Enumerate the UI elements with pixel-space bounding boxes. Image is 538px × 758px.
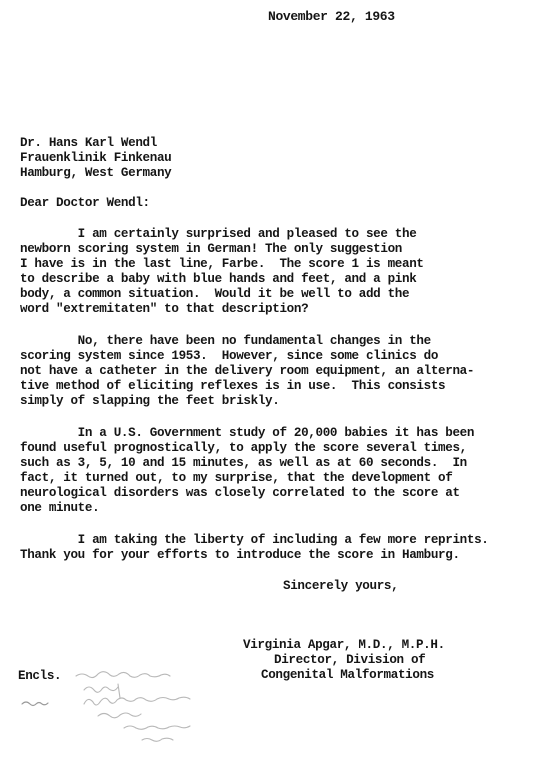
paragraph-1-line: to describe a baby with blue hands and feet, and a pink — [20, 272, 417, 286]
paragraph-3-line: such as 3, 5, 10 and 15 minutes, as well as at 60 seconds. In — [20, 456, 467, 470]
signatory-title: Director, Division of — [274, 653, 426, 667]
paragraph-4-line: Thank you for your efforts to introduce the score in Hamburg. — [20, 548, 460, 562]
paragraph-1-line: I have is in the last line, Farbe. The score 1 is meant — [20, 257, 424, 271]
enclosure-note: Encls. — [18, 669, 62, 683]
salutation: Dear Doctor Wendl: — [20, 196, 150, 210]
closing: Sincerely yours, — [283, 579, 399, 593]
paragraph-3-line: fact, it turned out, to my surprise, that the development of — [20, 471, 453, 485]
paragraph-3-line: neurological disorders was closely correlated to the score at — [20, 486, 460, 500]
recipient-city: Hamburg, West Germany — [20, 166, 172, 180]
recipient-name: Dr. Hans Karl Wendl — [20, 136, 157, 150]
paragraph-3-line: In a U.S. Government study of 20,000 babies it has been — [20, 426, 475, 440]
paragraph-2-line: tive method of eliciting reflexes is in use. This consists — [20, 379, 446, 393]
letter-date: November 22, 1963 — [268, 9, 395, 24]
signatory-division: Congenital Malformations — [261, 668, 434, 682]
handwritten-annotation — [14, 664, 294, 754]
recipient-institution: Frauenklinik Finkenau — [20, 151, 172, 165]
paragraph-2-line: No, there have been no fundamental changes in the — [20, 334, 431, 348]
signatory-name: Virginia Apgar, M.D., M.P.H. — [243, 638, 445, 652]
paragraph-3-line: one minute. — [20, 501, 100, 515]
paragraph-1-line: I am certainly surprised and pleased to see the — [20, 227, 417, 241]
paragraph-1-line: word "extremitaten" to that description? — [20, 302, 309, 316]
paragraph-2-line: not have a catheter in the delivery room equipment, an alterna- — [20, 364, 475, 378]
paragraph-3-line: found useful prognostically, to apply the score several times, — [20, 441, 467, 455]
paragraph-2-line: simply of slapping the feet briskly. — [20, 394, 280, 408]
paragraph-1-line: body, a common situation. Would it be well to add the — [20, 287, 410, 301]
paragraph-4-line: I am taking the liberty of including a few more reprints. — [20, 533, 489, 547]
paragraph-2-line: scoring system since 1953. However, since some clinics do — [20, 349, 439, 363]
paragraph-1-line: newborn scoring system in German! The only suggestion — [20, 242, 402, 256]
